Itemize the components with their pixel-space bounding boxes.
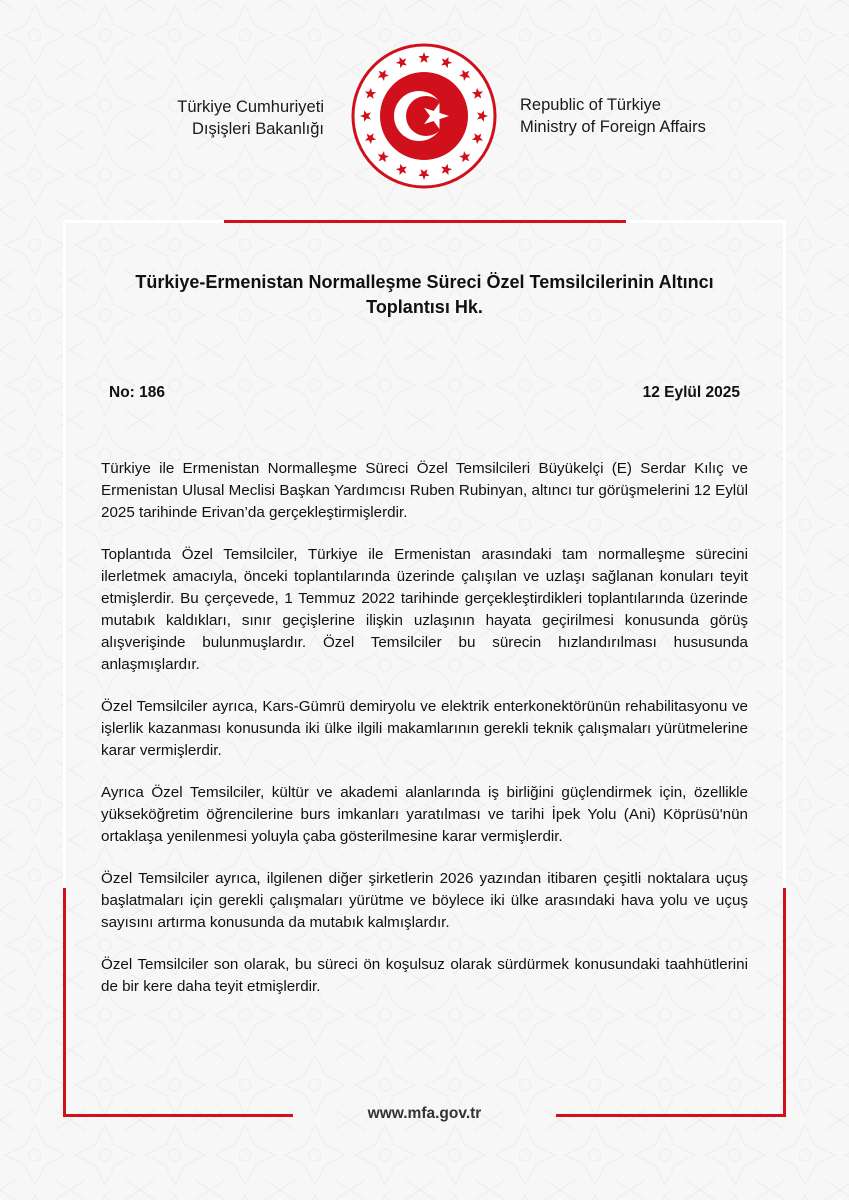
header-right-line2: Ministry of Foreign Affairs — [520, 118, 706, 136]
header-left-line2: Dışişleri Bakanlığı — [191, 120, 324, 138]
paragraph-1: Türkiye ile Ermenistan Normalleşme Süreci Özel Temsilcileri Büyükelçi (E) Serdar Kılıç ve Ermenistan Ulusal Meclisi Başkan Yardımcısı Ruben Rubinyan, altıncı tur görüşmelerini 12 Eylül 2025 tarihinde Erivan’da gerçekleştirmişlerdir. — [101, 460, 748, 521]
website-link[interactable]: www.mfa.gov.tr — [367, 1105, 482, 1122]
frame-left-accent — [63, 888, 66, 1117]
header-right-line1: Republic of Türkiye — [520, 96, 661, 114]
paragraph-2: Toplantıda Özel Temsilciler, Türkiye ile Ermenistan arasındaki tam normalleşme sürecini ilerletmek amacıyla, önceki toplantılarında üzerinde çalışılan ve uzlaşı sağlanan konuları teyit etmişlerdir. Bu çerçevede, 1 Temmuz 2022 tarihinde gerçekleştirdikleri toplantılarında üzerinde mutabık kaldıkları, sınır geçişlerine ilişkin uzlaşının hayata geçirilmesi konusunda görüş alışverişinde bulunmuşlardır. Özel Temsilciler bu sürecin hızlandırılması hususunda anlaşmışlardır. — [101, 546, 748, 673]
header-ministry-tr — [177, 96, 324, 140]
header-left-line1: Türkiye Cumhuriyeti — [177, 98, 324, 116]
paragraph-6: Özel Temsilciler son olarak, bu süreci ön koşulsuz olarak sürdürmek konusundaki taahhütlerini de bir kere daha teyit etmişlerdir. — [101, 956, 748, 995]
crescent-star-emblem-icon — [351, 43, 497, 189]
document-meta — [101, 384, 748, 402]
document-body — [101, 458, 748, 998]
frame-right-accent — [783, 888, 786, 1117]
paragraph-3: Özel Temsilciler ayrıca, Kars-Gümrü demiryolu ve elektrik enterkonektörünün rehabilitasyonu ve işlerlik kazanması konusunda iki ülke ilgili makamlarının gerekli teknik çalışmaları yürütmelerine karar vermişlerdir. — [101, 698, 748, 759]
frame-top-accent — [224, 220, 626, 223]
document-title: Türkiye-Ermenistan Normalleşme Süreci Özel Temsilcilerinin Altıncı Toplantısı Hk. — [135, 272, 714, 317]
header-ministry-en — [520, 94, 706, 138]
document-number: No: 186 — [109, 384, 165, 401]
document-date: 12 Eylül 2025 — [642, 384, 740, 401]
press-release — [101, 270, 748, 1018]
paragraph-5: Özel Temsilciler ayrıca, ilgilenen diğer şirketlerin 2026 yazından itibaren çeşitli noktalara uçuş başlatmaları için gerekli çalışmaları yürütme ve böylece iki ülke arasındaki hava yolu ve uçuş sayısını artırma konusunda da mutabık kalmışlardır. — [101, 870, 748, 931]
paragraph-4: Ayrıca Özel Temsilciler, kültür ve akademi alanlarında iş birliğini güçlendirmek için, özellikle yükseköğretim öğrencilerine burs imkanları yaratılması ve tarihi İpek Yolu (Ani) Köprüsü'nün ortaklaşa yenilenmesi yoluyla çaba gösterilmesine karar vermişlerdir. — [101, 784, 748, 845]
